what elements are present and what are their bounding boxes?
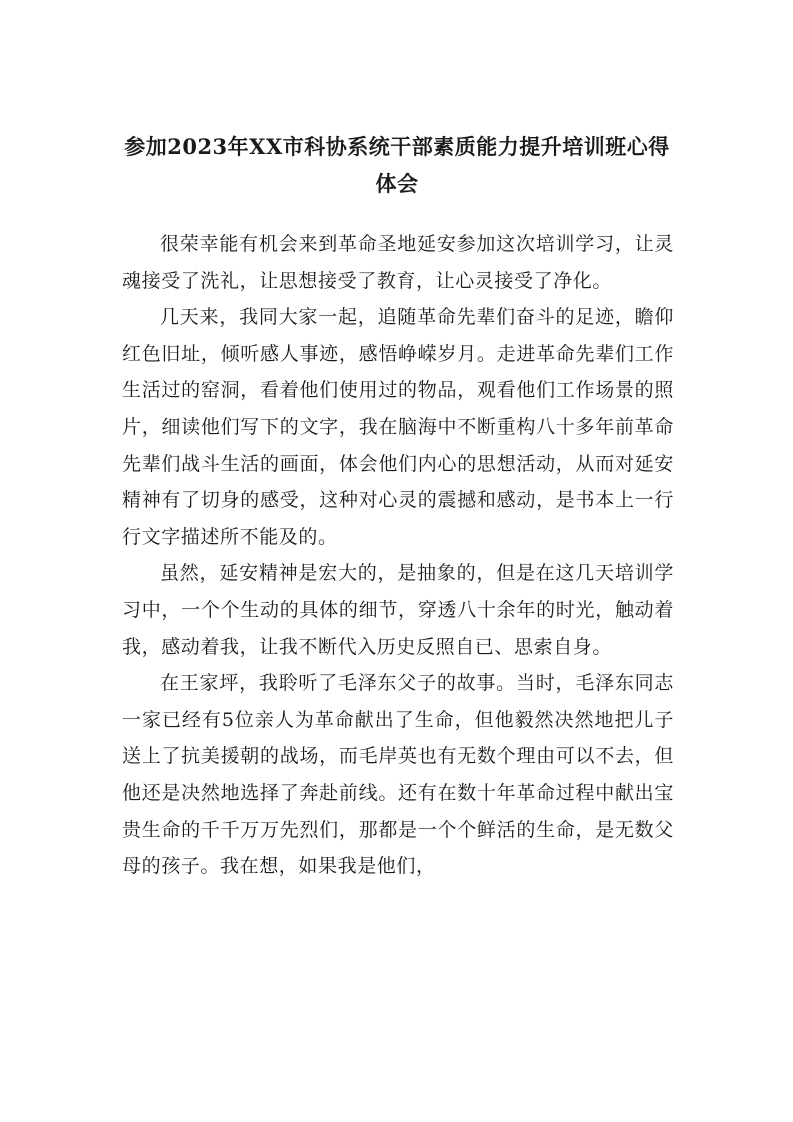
paragraph-4: 在王家坪，我聆听了毛泽东父子的故事。当时，毛泽东同志一家已经有5位亲人为革命献出了生命，但他毅然决然地把儿子送上了抗美援朝的战场，而毛岸英也有无数个理由可以不去，但他还是决然地选择了奔赴前线。还有在数十年革命过程中献出宝贵生命的千千万万先烈们，那都是一个个鲜活的生命，是无数父母的孩子。我在想，如果我是他们， bbox=[122, 672, 674, 878]
paragraph-2: 几天来，我同大家一起，追随革命先辈们奋斗的足迹，瞻仰红色旧址，倾听感人事迹，感悟峥嵘岁月。走进革命先辈们工作生活过的窑洞，看着他们使用过的物品，观看他们工作场景的照片，细读他们写下的文字，我在脑海中不断重构八十多年前革命先辈们战斗生活的画面，体会他们内心的思想活动，从而对延安精神有了切身的感受，这种对心灵的震撼和感动，是书本上一行行文字描述所不能及的。 bbox=[122, 306, 674, 548]
paragraph-1: 很荣幸能有机会来到革命圣地延安参加这次培训学习，让灵魂接受了洗礼，让思想接受了教育，让心灵接受了净化。 bbox=[122, 233, 674, 292]
document-title: 参加2023年XX市科协系统干部素质能力提升培训班心得体会 bbox=[124, 134, 670, 196]
paragraph-3: 虽然，延安精神是宏大的，是抽象的，但是在这几天培训学习中，一个个生动的具体的细节，穿透八十余年的时光，触动着我，感动着我，让我不断代入历史反照自已、思索自身。 bbox=[122, 562, 674, 658]
document-body bbox=[122, 226, 674, 885]
